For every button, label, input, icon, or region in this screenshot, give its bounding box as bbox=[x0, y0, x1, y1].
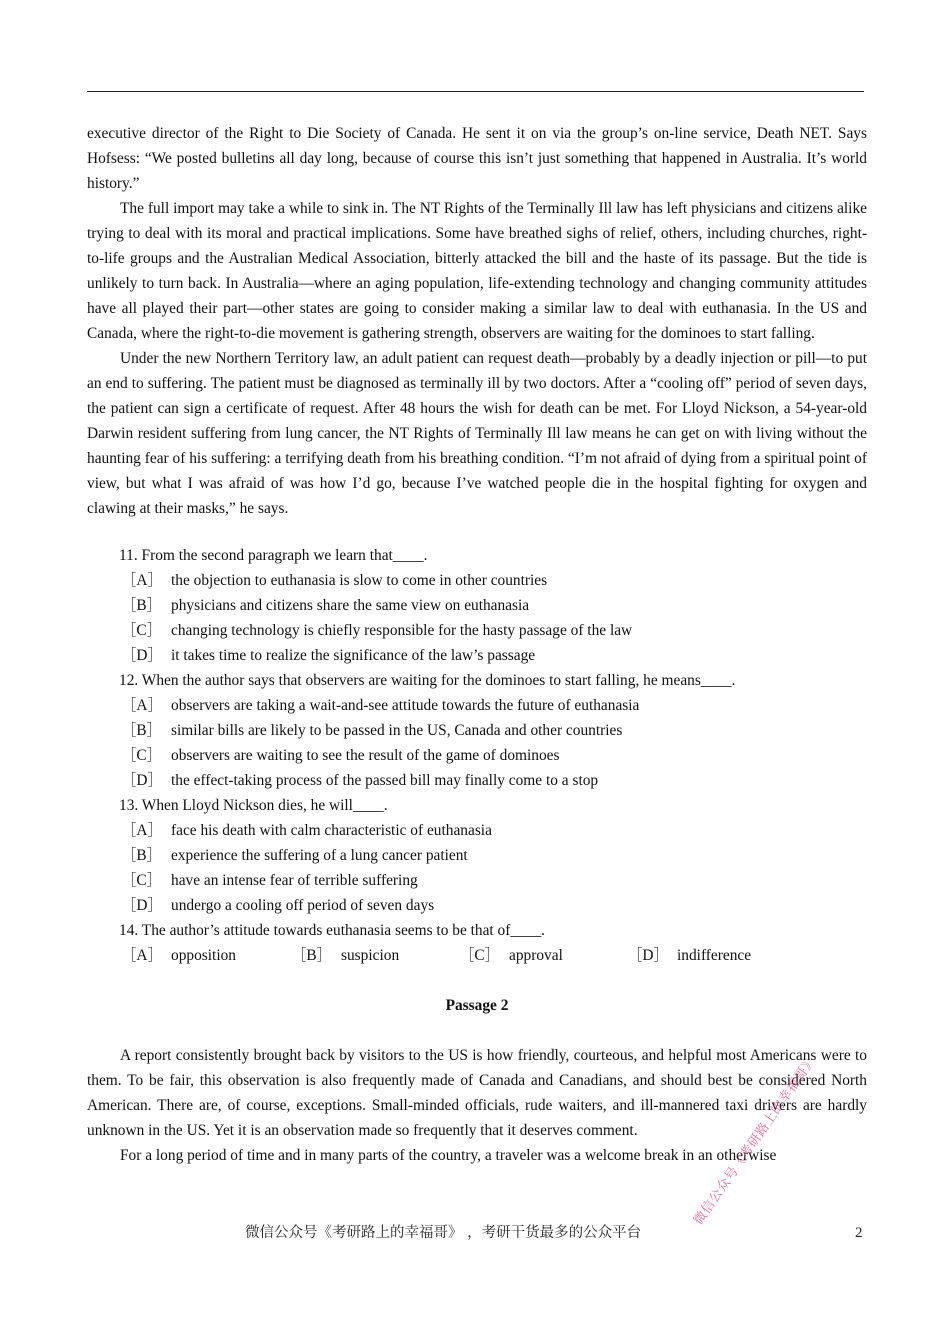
passage1-paragraph-1: executive director of the Right to Die Society of Canada. He sent it on via the group’s on-line service, Death NET. Says Hofsess: “We posted bulletins all day long, because of course this isn’t just something that happened in Australia. It’s world history.” bbox=[87, 125, 867, 192]
question-14-option-d: ［D］ indifference bbox=[627, 947, 752, 964]
question-13-option-d: ［D］ undergo a cooling off period of seven days bbox=[121, 897, 435, 914]
question-14-stem: 14. The author’s attitude towards euthanasia seems to be that of____. bbox=[119, 922, 545, 939]
question-11-option-c: ［C］ changing technology is chiefly responsible for the hasty passage of the law bbox=[121, 622, 633, 639]
passage2-paragraph-1: A report consistently brought back by visitors to the US is how friendly, courteous, and helpful most Americans were to them. To be fair, this observation is also frequently made of Canada and Canadians, and should best be considered North American. There are, of course, exceptions. Small-minded officials, rude waiters, and ill-mannered taxi drivers are hardly unknown in the US. Yet it is an observation made so frequently that it deserves comment. bbox=[87, 1047, 867, 1139]
question-12-option-b: ［B］ similar bills are likely to be passed in the US, Canada and other countries bbox=[121, 722, 623, 739]
page-footer bbox=[0, 1220, 950, 1246]
question-13-stem: 13. When Lloyd Nickson dies, he will____. bbox=[119, 797, 388, 814]
passage1-paragraph-2: The full import may take a while to sink in. The NT Rights of the Terminally Ill law has left physicians and citizens alike trying to deal with its moral and practical implications. Some have breathed sighs of relief, others, including churches, right-to-life groups and the Australian Medical Association, bitterly attacked the bill and the haste of its passage. But the tide is unlikely to turn back. In Australia—where an aging population, life-extending technology and changing community attitudes have all played their part—other states are going to consider making a similar law to deal with euthanasia. In the US and Canada, where the right-to-die movement is gathering strength, observers are waiting for the dominoes to start falling. bbox=[87, 200, 867, 342]
footer-text: 微信公众号《考研路上的幸福哥》 ，考研干货最多的公众平台 bbox=[245, 1225, 642, 1241]
page-content bbox=[87, 121, 867, 1168]
question-list bbox=[87, 543, 867, 968]
question-14-options bbox=[87, 943, 867, 968]
question-13-option-a: ［A］ face his death with calm characteristic of euthanasia bbox=[121, 822, 492, 839]
question-12-option-d: ［D］ the effect-taking process of the passed bill may finally come to a stop bbox=[121, 772, 599, 789]
question-13-option-b: ［B］ experience the suffering of a lung cancer patient bbox=[121, 847, 468, 864]
question-14-option-a: ［A］ opposition bbox=[121, 947, 236, 964]
question-14-option-c: ［C］ approval bbox=[459, 947, 563, 964]
watermark: 微信公众号《考研路上的幸福哥》 bbox=[691, 1053, 820, 1228]
question-11-stem: 11. From the second paragraph we learn that____. bbox=[119, 547, 428, 564]
question-11-option-d: ［D］ it takes time to realize the significance of the law’s passage bbox=[121, 647, 536, 664]
header-rule bbox=[87, 91, 864, 92]
question-12-option-c: ［C］ observers are waiting to see the result of the game of dominoes bbox=[121, 747, 560, 764]
question-12-stem: 12. When the author says that observers are waiting for the dominoes to start falling, he means____. bbox=[119, 672, 736, 689]
question-13-option-c: ［C］ have an intense fear of terrible suffering bbox=[121, 872, 418, 889]
passage1-paragraph-3: Under the new Northern Territory law, an adult patient can request death—probably by a deadly injection or pill—to put an end to suffering. The patient must be diagnosed as terminally ill by two doctors. After a “cooling off” period of seven days, the patient can sign a certificate of request. After 48 hours the wish for death can be met. For Lloyd Nickson, a 54-year-old Darwin resident suffering from lung cancer, the NT Rights of Terminally Ill law means he can get on with living without the haunting fear of his suffering: a terrifying death from his breathing condition. “I’m not afraid of dying from a spiritual point of view, but what I was afraid of was how I’d go, because I’ve watched people die in the hospital fighting for oxygen and clawing at their masks,” he says. bbox=[87, 350, 867, 517]
passage2-paragraph-2: For a long period of time and in many parts of the country, a traveler was a welcome break in an otherwise bbox=[120, 1147, 777, 1164]
question-14-option-b: ［B］ suspicion bbox=[291, 947, 400, 964]
passage-2-title: Passage 2 bbox=[445, 997, 509, 1014]
question-12-option-a: ［A］ observers are taking a wait-and-see attitude towards the future of euthanasia bbox=[121, 697, 640, 714]
question-11-option-b: ［B］ physicians and citizens share the same view on euthanasia bbox=[121, 597, 530, 614]
question-11-option-a: ［A］ the objection to euthanasia is slow to come in other countries bbox=[121, 572, 548, 589]
page-number: 2 bbox=[855, 1225, 863, 1241]
